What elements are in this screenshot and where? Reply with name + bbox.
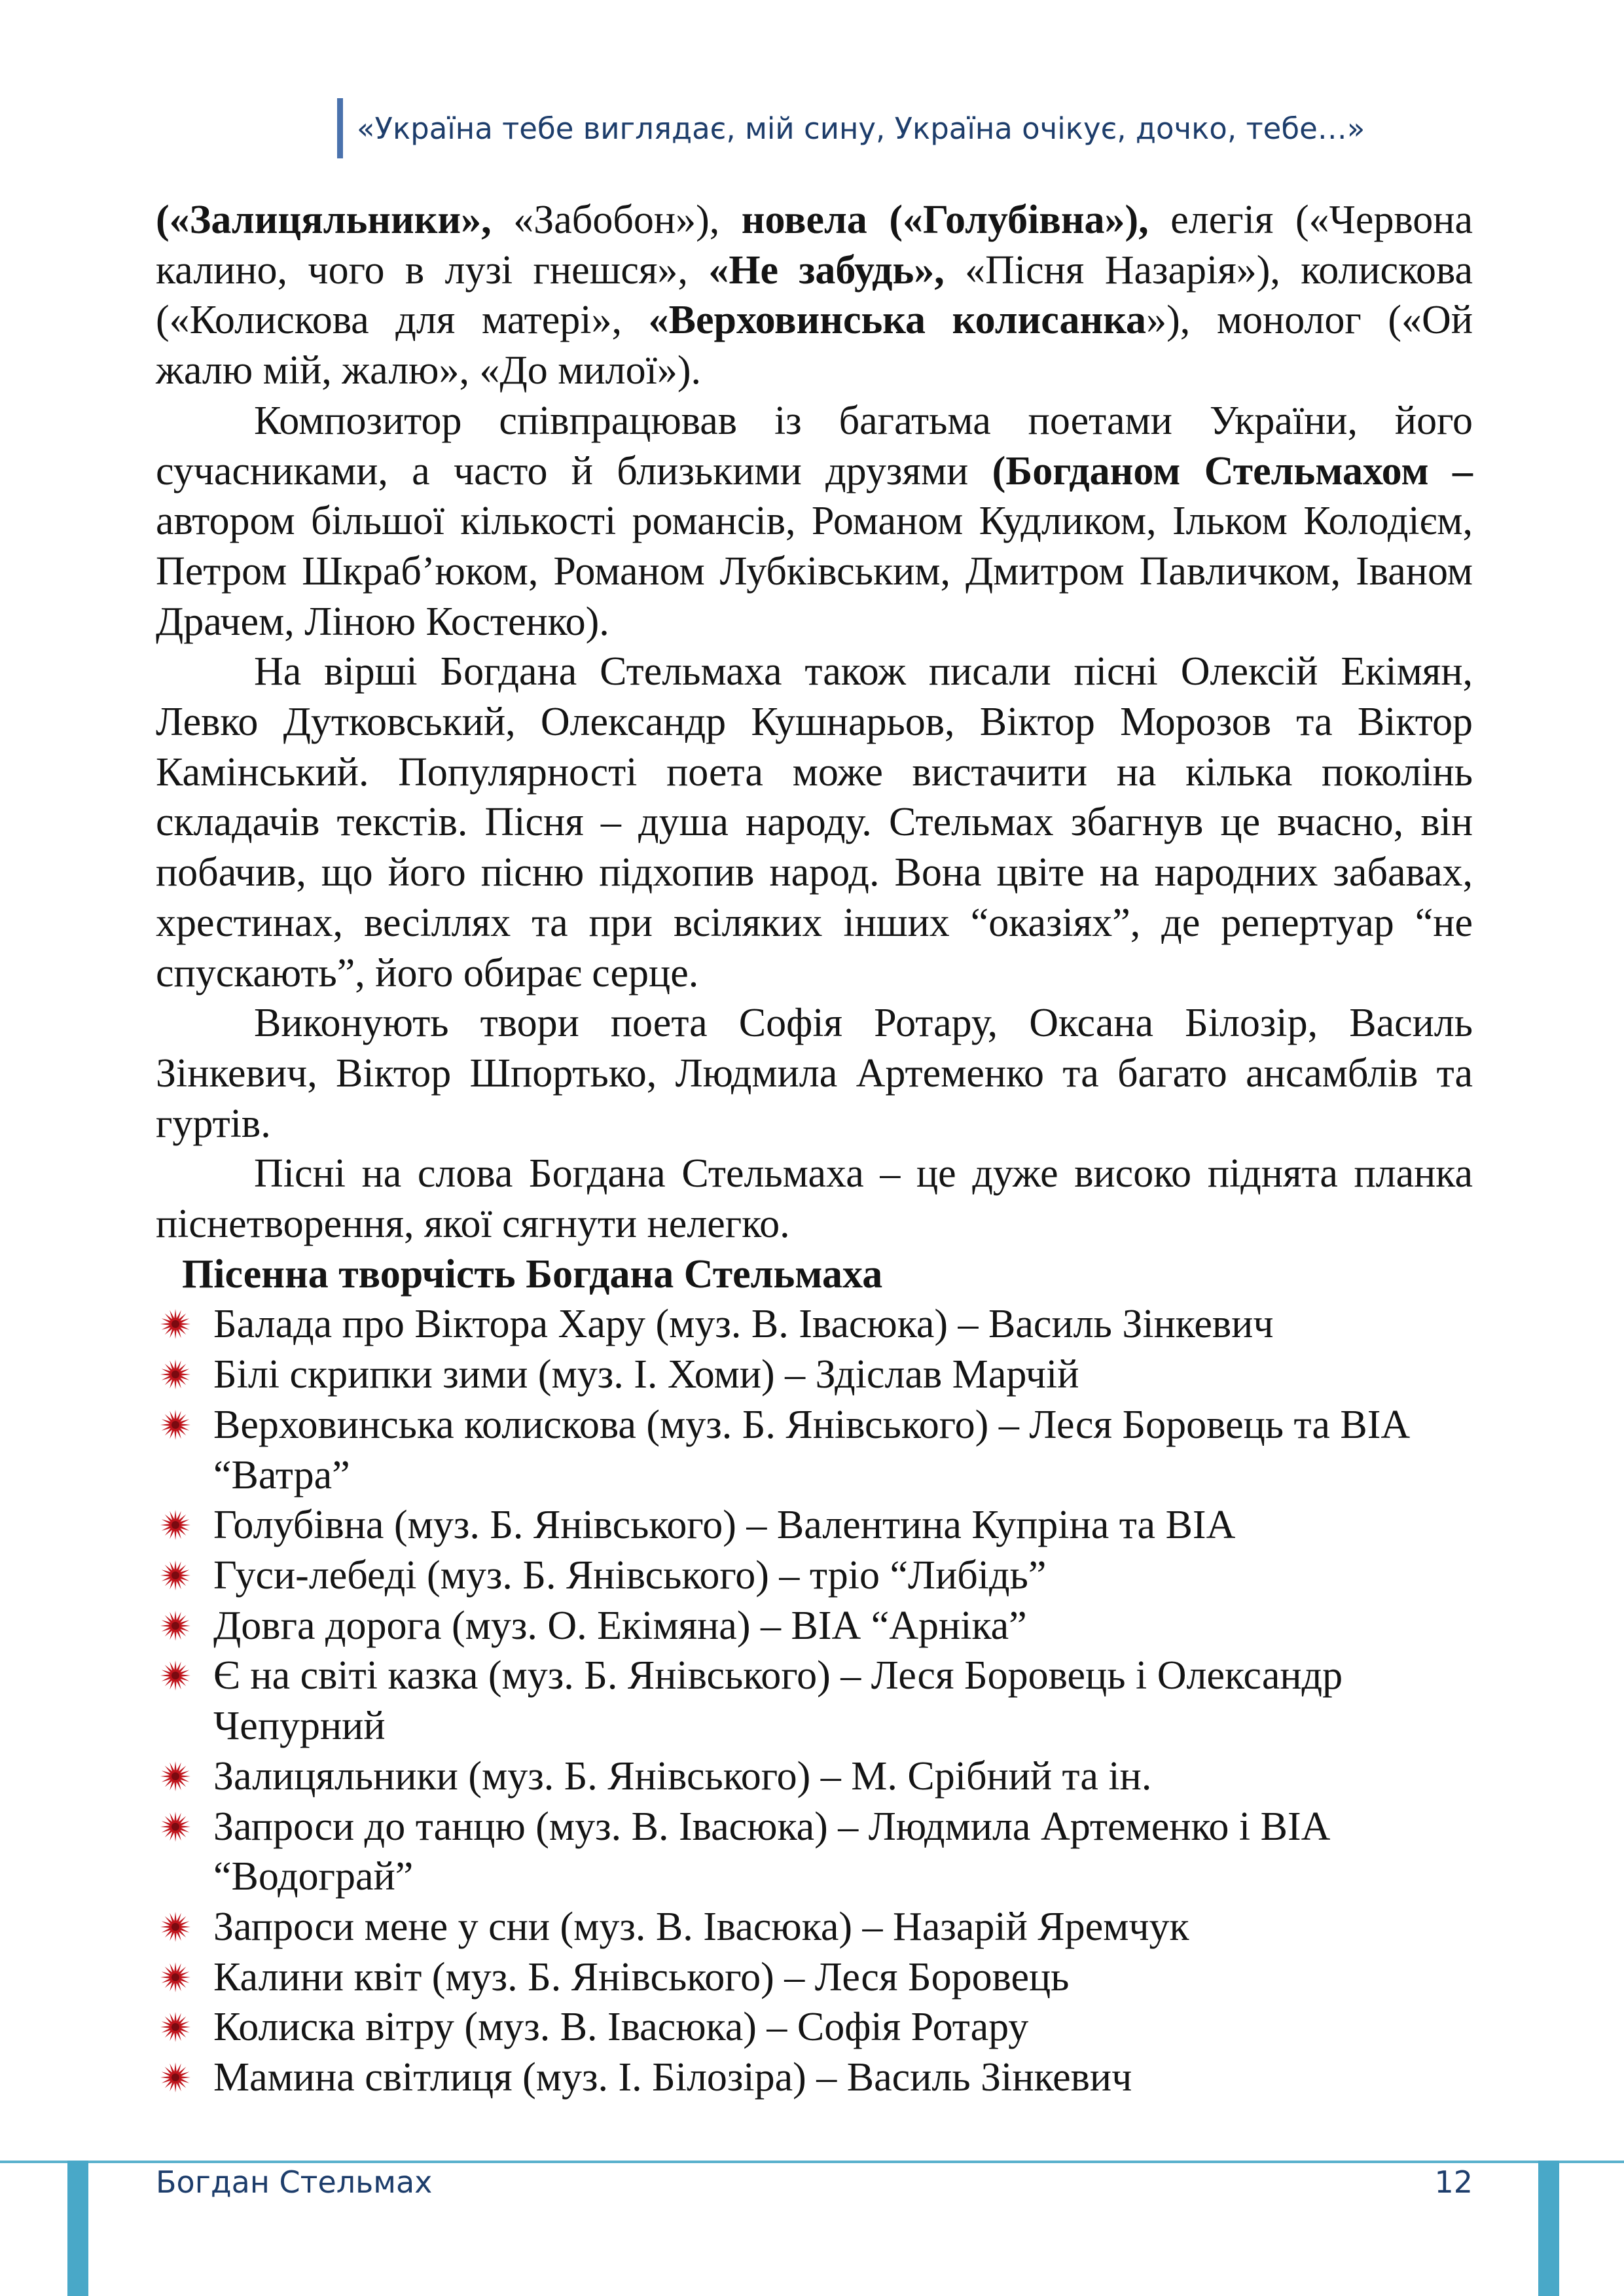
list-item (156, 1551, 1473, 1601)
text-run: »), монолог («Ой жалю мій, жалю», «До милої»). (156, 298, 1473, 393)
song-entry: Запроси мене у сни (муз. В. Івасюка) – Назарій Яремчук (213, 1904, 1189, 1949)
footer-author: Богдан Стельмах (156, 2164, 433, 2200)
text-run: Композитор співпрацював із багатьма поетами України, його сучасниками, а часто й близькими друзями (156, 398, 1473, 493)
red-star-burst-icon (160, 1911, 191, 1943)
bold-text-run: (Богданом Стельмахом – (992, 448, 1473, 493)
list-item (156, 1350, 1473, 1400)
red-star-burst-icon (160, 1962, 191, 1993)
song-entry: Балада про Віктора Хару (муз. В. Івасюка) – Василь Зінкевич (213, 1302, 1274, 1347)
paragraph (156, 647, 1473, 998)
bold-text-run: новела («Голубівна»), (741, 198, 1149, 242)
red-star-burst-icon (160, 1359, 191, 1390)
red-star-burst-icon (160, 1560, 191, 1591)
bold-text-run: «Верховинська колисанка (648, 298, 1147, 343)
song-entry: Калини квіт (муз. Б. Янівського) – Леся Боровець (213, 1954, 1070, 2000)
text-run: автором більшої кількості романсів, Романом Кудликом, Ільком Колодієм, Петром Шкраб’юком, Романом Лубківським, Дмитром Павличком, Іваном Драчем, Ліною Костенко). (156, 499, 1473, 644)
list-item (156, 1500, 1473, 1551)
paragraph (156, 195, 1473, 396)
bold-text-run: «Не забудь», (708, 247, 945, 293)
list-item (156, 1400, 1473, 1500)
song-entry: Довга дорога (муз. О. Екімяна) – ВІА “Арніка” (213, 1603, 1027, 1648)
song-entry: Запроси до танцю (муз. В. Івасюка) – Людмила Артеменко і ВІА “Водограй” (213, 1804, 1331, 1899)
song-entry: Є на світі казка (муз. Б. Янівського) – Леся Боровець і Олександр Чепурний (213, 1653, 1343, 1749)
red-star-burst-icon (160, 1509, 191, 1541)
list-item (156, 1902, 1473, 1952)
paragraph (156, 998, 1473, 1149)
text-run: Пісні на слова Богдана Стельмаха – це дуже високо піднята планка піснетворення, якої сягнути нелегко. (156, 1151, 1473, 1247)
list-item (156, 1802, 1473, 1902)
list-item (156, 1651, 1473, 1751)
bold-text-run: («Залицяльники», (156, 198, 492, 242)
red-star-burst-icon (160, 2062, 191, 2093)
text-run: Виконують твори поета Софія Ротару, Оксана Білозір, Василь Зінкевич, Віктор Шпортько, Людмила Артеменко та багато ансамблів та гуртів. (156, 1001, 1473, 1146)
text-run: елегія («Червона калино, чого в лузі гнешся», (156, 198, 1473, 293)
song-list-title: Пісенна творчість Богдана Стельмаха (182, 1251, 883, 1297)
list-item (156, 1299, 1473, 1350)
song-entry: Голубівна (муз. Б. Янівського) – Валентина Купріна та ВІА (213, 1503, 1236, 1548)
list-item (156, 2053, 1473, 2103)
text-run: «Забобон»), (491, 198, 742, 242)
song-entry: Колиска вітру (муз. В. Івасюка) – Софія Ротару (213, 2005, 1029, 2050)
red-star-burst-icon (160, 1610, 191, 1641)
red-star-burst-icon (160, 1409, 191, 1441)
song-entry: Залицяльники (муз. Б. Янівського) – М. Срібний та ін. (213, 1753, 1152, 1799)
song-entry: Верховинська колискова (муз. Б. Янівського) – Леся Боровець та ВІА “Ватра” (213, 1402, 1411, 1498)
song-entry: Мамина світлиця (муз. І. Білозіра) – Василь Зінкевич (213, 2055, 1132, 2100)
paragraph (156, 1149, 1473, 1249)
red-star-burst-icon (160, 1308, 191, 1340)
footer-right-bar (1538, 2161, 1559, 2296)
page-body (156, 195, 1473, 2103)
list-item (156, 1601, 1473, 1651)
footer-left-bar (67, 2161, 88, 2296)
header-quote: «Україна тебе виглядає, мій сину, Україна очікує, дочко, тебе…» (357, 111, 1365, 146)
red-star-burst-icon (160, 1660, 191, 1691)
header-accent-bar (337, 98, 343, 158)
paragraph (156, 396, 1473, 647)
list-item (156, 1952, 1473, 2003)
red-star-burst-icon (160, 1761, 191, 1792)
song-list (156, 1299, 1473, 2102)
song-entry: Гуси-лебеді (муз. Б. Янівського) – тріо “Либідь” (213, 1552, 1047, 1598)
text-run: На вірші Богдана Стельмаха також писали пісні Олексій Екімян, Левко Дутковський, Олександр Кушнарьов, Віктор Морозов та Віктор Камінський. Популярності поета може вистачити на кілька поколінь складачів текстів. Пісня – душа народу. Стельмах збагнув це вчасно, він побачив, що його пісню підхопив народ. Вона цвіте на народних забавах, хрестинах, весіллях та при всіляких інших “оказіях”, де репертуар “не спускають”, його обирає серце. (156, 649, 1473, 996)
page-number: 12 (1434, 2164, 1473, 2200)
list-item (156, 2002, 1473, 2053)
red-star-burst-icon (160, 2011, 191, 2043)
red-star-burst-icon (160, 1811, 191, 1842)
list-item (156, 1751, 1473, 1802)
text-run: «Пісня Назарія»), колискова («Колискова для матері», (156, 247, 1473, 343)
song-entry: Білі скрипки зими (муз. І. Хоми) – Здіслав Марчій (213, 1352, 1079, 1397)
